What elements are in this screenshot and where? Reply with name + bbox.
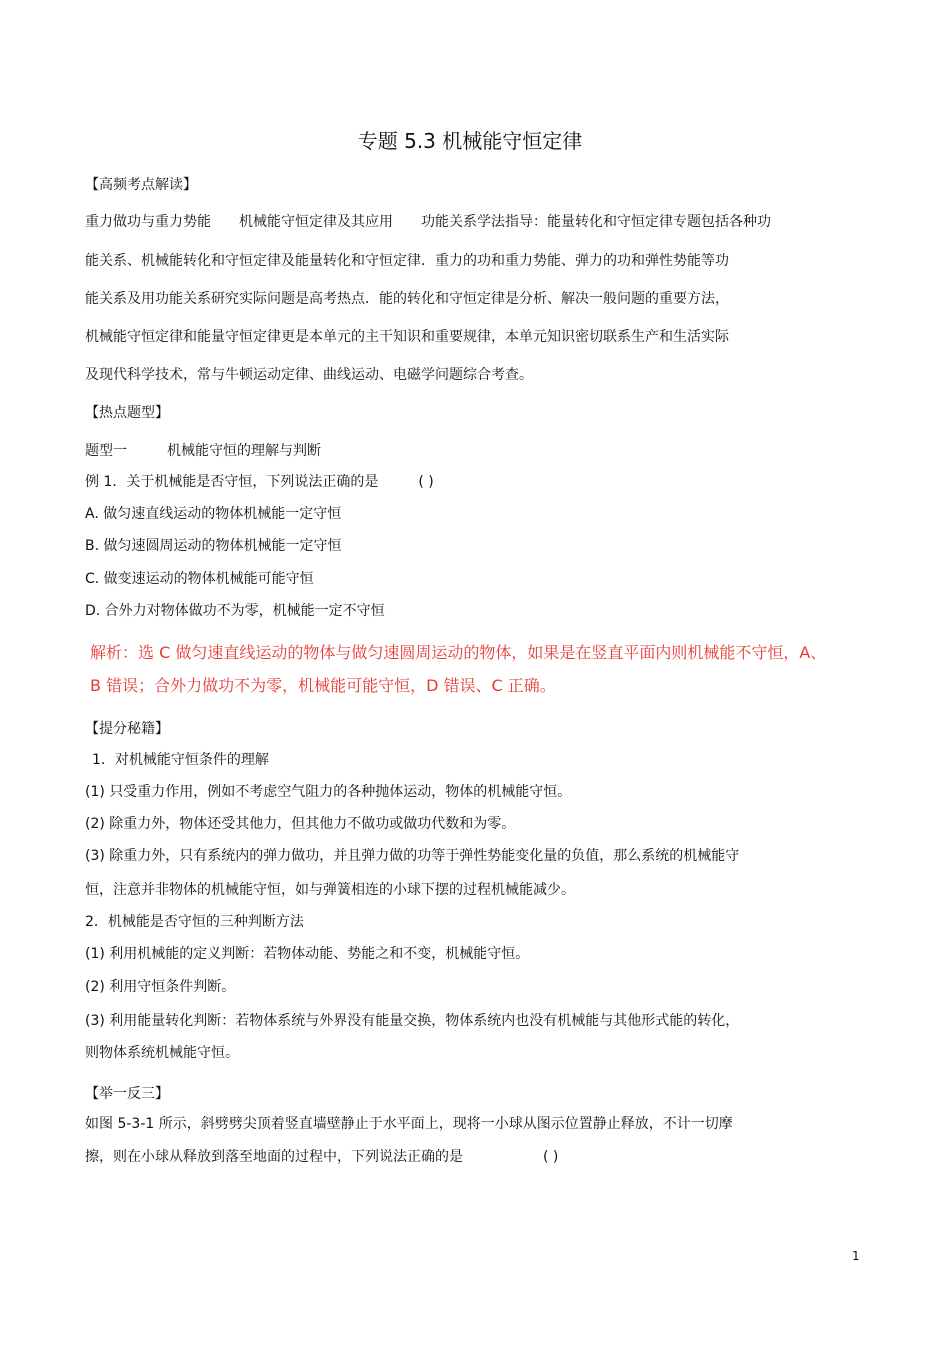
intro-topic-3: 功能关系学法指导：能量转化和守恒定律专题包括各种功	[421, 214, 771, 230]
intro-line-1	[85, 213, 771, 231]
intro-line-4: 机械能守恒定律和能量守恒定律更是本单元的主干知识和重要规律，本单元知识密切联系生产和生活实际	[85, 329, 729, 345]
analysis-line-1: 解析：选 C 做匀速直线运动的物体与做匀速圆周运动的物体，如果是在竖直平面内则机械能不守恒，A、	[90, 643, 827, 662]
practice-line-2	[85, 1148, 558, 1166]
intro-topic-2: 机械能守恒定律及其应用	[239, 214, 393, 230]
answer-blank: ( )	[418, 474, 434, 490]
tips-item-1-point-2: (2) 除重力外，物体还受其他力，但其他力不做功或做功代数和为零。	[85, 816, 516, 832]
tips-item-2-point-2: (2) 利用守恒条件判断。	[85, 979, 236, 995]
tips-item-2-point-1: (1) 利用机械能的定义判断：若物体动能、势能之和不变，机械能守恒。	[85, 946, 530, 962]
tips-item-2-point-3: (3) 利用能量转化判断：若物体系统与外界没有能量交换，物体系统内也没有机械能与其他形式能的转化，	[85, 1013, 740, 1029]
example-stem-text: 例 1．关于机械能是否守恒，下列说法正确的是	[85, 474, 379, 490]
practice-line-1: 如图 5-3-1 所示，斜劈劈尖顶着竖直墙壁静止于水平面上，现将一小球从图示位置静止释放，不计一切摩	[85, 1116, 733, 1132]
section-heading-practice: 【举一反三】	[85, 1086, 169, 1102]
section-heading-hot-topics: 【热点题型】	[85, 405, 169, 421]
intro-line-5: 及现代科学技术，常与牛顿运动定律、曲线运动、电磁学问题综合考查。	[85, 367, 533, 383]
intro-line-2: 能关系、机械能转化和守恒定律及能量转化和守恒定律．重力的功和重力势能、弹力的功和弹性势能等功	[85, 253, 729, 269]
tips-item-1-title: 1．对机械能守恒条件的理解	[92, 752, 269, 768]
tips-item-1-point-3: (3) 除重力外，只有系统内的弹力做功，并且弹力做的功等于弹性势能变化量的负值，那么系统的机械能守	[85, 848, 740, 864]
analysis-line-2: B 错误；合外力做功不为零，机械能可能守恒，D 错误、C 正确。	[90, 676, 556, 695]
option-c: C. 做变速运动的物体机械能可能守恒	[85, 571, 314, 587]
page-number: 1	[852, 1249, 860, 1263]
intro-line-3: 能关系及用功能关系研究实际问题是高考热点．能的转化和守恒定律是分析、解决一般问题的重要方法，	[85, 291, 729, 307]
tips-item-2-point-3-cont: 则物体系统机械能守恒。	[85, 1045, 239, 1061]
example-stem	[85, 473, 434, 491]
option-b: B. 做匀速圆周运动的物体机械能一定守恒	[85, 538, 342, 554]
practice-answer-blank: ( )	[543, 1149, 559, 1165]
option-d: D. 合外力对物体做功不为零，机械能一定不守恒	[85, 603, 385, 619]
question-type-heading	[85, 442, 321, 460]
question-type-label: 题型一	[85, 443, 127, 459]
tips-item-2-title: 2．机械能是否守恒的三种判断方法	[85, 914, 304, 930]
tips-item-1-point-3-cont: 恒，注意并非物体的机械能守恒，如与弹簧相连的小球下摆的过程机械能减少。	[85, 882, 575, 898]
practice-line-2-text: 擦，则在小球从释放到落至地面的过程中，下列说法正确的是	[85, 1149, 463, 1165]
page-title: 专题 5.3 机械能守恒定律	[357, 129, 583, 153]
option-a: A. 做匀速直线运动的物体机械能一定守恒	[85, 506, 342, 522]
tips-item-1-point-1: (1) 只受重力作用，例如不考虑空气阻力的各种抛体运动，物体的机械能守恒。	[85, 784, 572, 800]
section-heading-tips: 【提分秘籍】	[85, 721, 169, 737]
question-type-title: 机械能守恒的理解与判断	[167, 443, 321, 459]
section-heading-high-frequency: 【高频考点解读】	[85, 177, 197, 193]
intro-topic-1: 重力做功与重力势能	[85, 214, 211, 230]
